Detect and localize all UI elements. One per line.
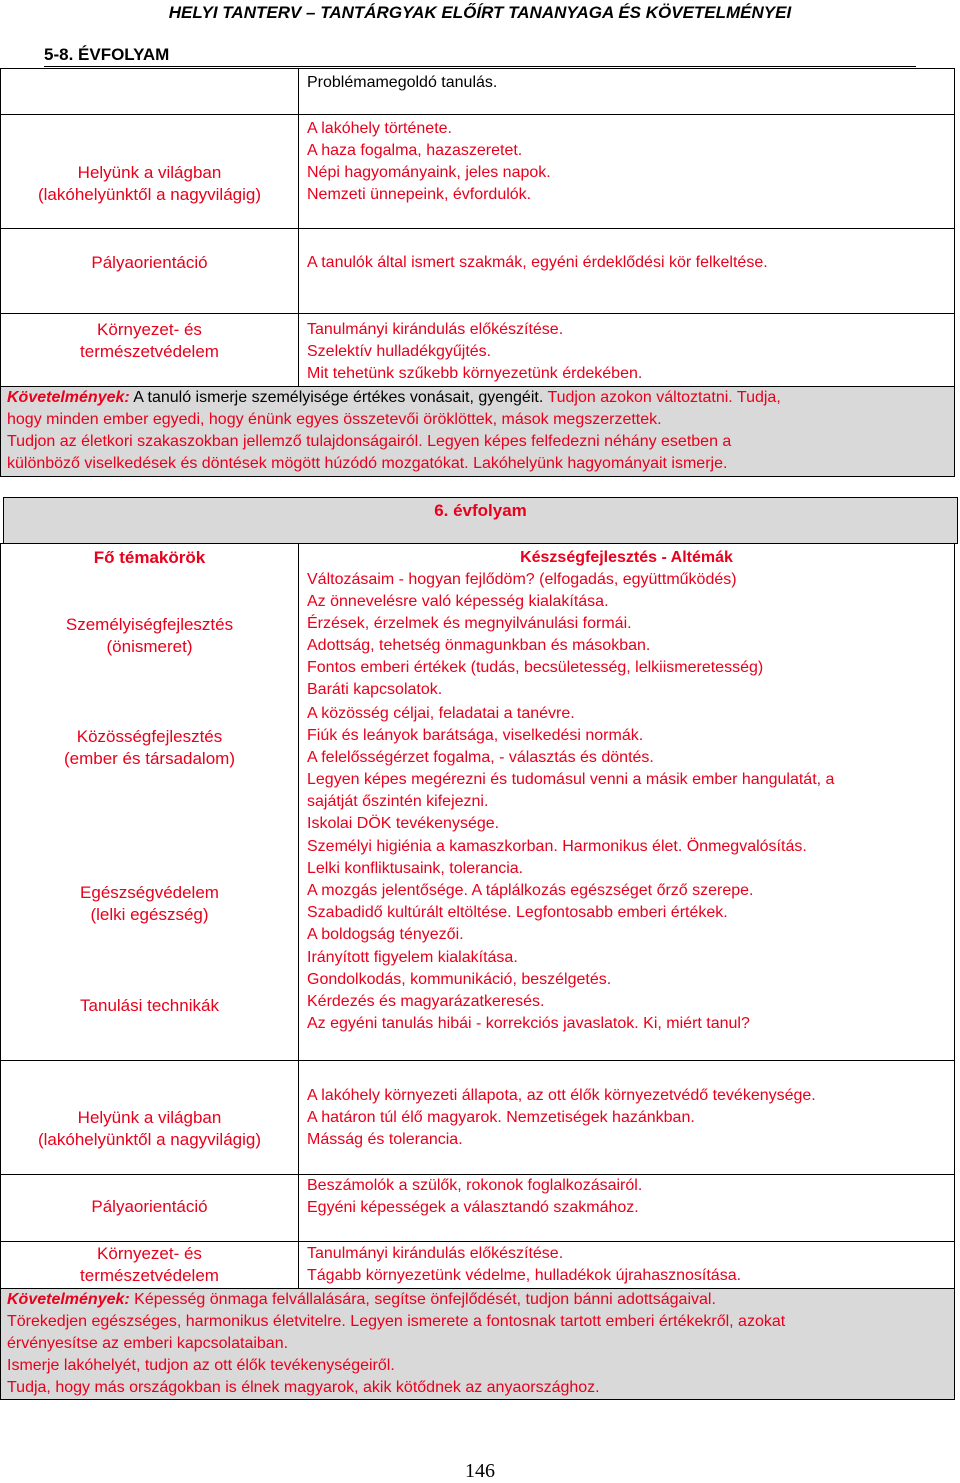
- subtopic-line: Másság és tolerancia.: [307, 1131, 463, 1148]
- topic-cell: [1, 1061, 299, 1174]
- subtopic-line: Fontos emberi értékek (tudás, becsületesség, lelkiismeretesség): [307, 659, 764, 676]
- topic-line: Környezet- és: [97, 1244, 202, 1263]
- requirements-text: Ismerje lakóhelyét, tudjon az ott élők tevékenységeiről.: [7, 1357, 395, 1374]
- subtopic-line: Az önnevelésre való képesség kialakítása.: [307, 593, 609, 610]
- table-row: [0, 114, 955, 229]
- document-header-title: HELYI TANTERV – TANTÁRGYAK ELŐÍRT TANANYAGA ÉS KÖVETELMÉNYEI: [168, 3, 792, 22]
- topic-line: Tanulási technikák: [80, 996, 219, 1015]
- topic-line: (lakóhelyünktől a nagyvilágig): [37, 185, 262, 204]
- subtopic-line: sajátját őszintén kifejezni.: [307, 793, 489, 810]
- subtopic-line: Adottság, tehetség önmagunkban és másokban.: [307, 637, 651, 654]
- table-row: [0, 1241, 955, 1289]
- subtopic-line: A haza fogalma, hazaszeretet.: [307, 142, 523, 159]
- topic-line: Helyünk a világban: [77, 1108, 222, 1127]
- subtopic-line: Fiúk és leányok barátsága, viselkedési normák.: [307, 727, 644, 744]
- topic-line: természetvédelem: [80, 342, 219, 361]
- subtopic-line: Legyen képes megérezni és tudomásul venni a másik ember hangulatát, a: [307, 771, 835, 788]
- subtopic-line: A lakóhely környezeti állapota, az ott élők környezetvédő tevékenysége.: [307, 1087, 816, 1104]
- column-header-topics: Fő témakörök: [93, 548, 206, 567]
- requirements-text: Tudjon az életkori szakaszokban jellemző tulajdonságairól. Legyen képes felfedezni néhány esetben a: [7, 433, 732, 450]
- subtopic-cell: [299, 1061, 954, 1174]
- subtopic-line: Tanulmányi kirándulás előkészítése.: [307, 1245, 564, 1262]
- requirements-text: Tudjon azokon változtatni. Tudja,: [543, 389, 781, 406]
- subtopic-cell: [299, 314, 954, 386]
- subtopic-line: Gondolkodás, kommunikáció, beszélgetés.: [307, 971, 612, 988]
- topic-block: [1, 614, 298, 658]
- subtopic-cell: [299, 69, 954, 114]
- requirements-block: [0, 1288, 955, 1400]
- topic-line: (ember és társadalom): [63, 749, 235, 768]
- topic-line: Környezet- és: [97, 320, 202, 339]
- subtopic-line: Érzések, érzelmek és megnyilvánulási formái.: [307, 615, 632, 632]
- topic-block: [1, 726, 298, 770]
- requirements-text: Tudja, hogy más országokban is élnek magyarok, akik kötődnek az anyaországhoz.: [7, 1379, 600, 1396]
- subtopic-line: A lakóhely története.: [307, 120, 452, 137]
- subtopic-line: Tágabb környezetünk védelme, hulladékok újrahasznosítása.: [307, 1267, 742, 1284]
- subtopic-line: A mozgás jelentősége. A táplálkozás egészséget őrző szerepe.: [307, 882, 754, 899]
- table-row: [0, 68, 955, 115]
- subtopic-line: Változásaim - hogyan fejlődöm? (elfogadás, együttműködés): [307, 571, 737, 588]
- topic-cell: [1, 314, 299, 386]
- grade-range-heading: 5-8. ÉVFOLYAM: [44, 45, 170, 64]
- requirements-block: [0, 386, 955, 477]
- topic-line: (lelki egészség): [90, 905, 209, 924]
- topic-line: Személyiségfejlesztés: [65, 615, 234, 634]
- requirements-text: érvényesítse az emberi kapcsolataiban.: [7, 1335, 289, 1352]
- table-row: [0, 228, 955, 314]
- table-row: [0, 1174, 955, 1242]
- page-number: 146: [465, 1460, 495, 1482]
- subtopic-line: A tanulók által ismert szakmák, egyéni érdeklődési kör felkeltése.: [307, 254, 768, 271]
- table-row: [0, 1060, 955, 1175]
- topic-block: [1, 995, 298, 1017]
- subtopic-line: Egyéni képességek a választandó szakmához.: [307, 1199, 639, 1216]
- heading-underline: [44, 66, 916, 67]
- subtopic-cell: [299, 115, 954, 228]
- table-row: [0, 543, 955, 1061]
- grade-6-heading: [3, 497, 958, 544]
- topic-column: [1, 544, 299, 1060]
- subtopic-line: Kérdezés és magyarázatkeresés.: [307, 993, 545, 1010]
- subtopic-line: Baráti kapcsolatok.: [307, 681, 443, 698]
- subtopic-line: A boldogság tényezői.: [307, 926, 464, 943]
- subtopic-column: [299, 544, 954, 1060]
- requirements-label: Követelmények:: [7, 389, 130, 406]
- topic-cell: [1, 229, 299, 313]
- table-row: [0, 313, 955, 387]
- subtopic-line: A határon túl élő magyarok. Nemzetiségek hazánkban.: [307, 1109, 695, 1126]
- topic-line: (lakóhelyünktől a nagyvilágig): [37, 1130, 262, 1149]
- requirements-text: Törekedjen egészséges, harmonikus életvitelre. Legyen ismerete a fontosnak tartott emberi értékekről, azokat: [7, 1313, 786, 1330]
- requirements-text: Képesség önmaga felvállalására, segítse önfejlődését, tudjon bánni adottságaival.: [129, 1291, 716, 1308]
- topic-line: Egészségvédelem: [80, 883, 219, 902]
- subtopic-cell: [299, 1175, 954, 1241]
- subtopic-line: Beszámolók a szülők, rokonok foglalkozásairól.: [307, 1177, 643, 1194]
- subtopic-line: Problémamegoldó tanulás.: [307, 74, 498, 91]
- requirements-text: különböző viselkedések és döntések mögött húzódó mozgatókat. Lakóhelyünk hagyományait ismerje.: [7, 455, 728, 472]
- requirements-text: hogy minden ember egyedi, hogy énünk egyes összetevői öröklöttek, mások megszerzettek.: [7, 411, 662, 428]
- subtopic-line: Iskolai DÖK tevékenysége.: [307, 815, 500, 832]
- grade-6-label: 6. évfolyam: [434, 501, 527, 520]
- subtopic-line: Az egyéni tanulás hibái - korrekciós javaslatok. Ki, miért tanul?: [307, 1015, 750, 1032]
- topic-line: természetvédelem: [80, 1266, 219, 1285]
- topic-cell: [1, 1242, 299, 1288]
- column-header-subtopics: Készségfejlesztés - Altémák: [520, 549, 733, 566]
- subtopic-line: Irányított figyelem kialakítása.: [307, 949, 518, 966]
- subtopic-line: Szabadidő kultúrált eltöltése. Legfontosabb emberi értékek.: [307, 904, 728, 921]
- topic-line: Közösségfejlesztés: [76, 727, 223, 746]
- subtopic-line: Személyi higiénia a kamaszkorban. Harmonikus élet. Önmegvalósítás.: [307, 838, 807, 855]
- topic-line: Pályaorientáció: [91, 1197, 208, 1216]
- subtopic-line: Tanulmányi kirándulás előkészítése.: [307, 321, 564, 338]
- subtopic-line: Nemzeti ünnepeink, évfordulók.: [307, 186, 532, 203]
- subtopic-line: A közösség céljai, feladatai a tanévre.: [307, 705, 575, 722]
- topic-cell: [1, 115, 299, 228]
- requirements-label: Követelmények:: [7, 1291, 130, 1308]
- subtopic-cell: [299, 229, 954, 313]
- subtopic-line: Népi hagyományaink, jeles napok.: [307, 164, 551, 181]
- topic-line: (önismeret): [106, 637, 193, 656]
- subtopic-line: Lelki konfliktusaink, tolerancia.: [307, 860, 524, 877]
- topic-cell: [1, 69, 299, 114]
- subtopic-cell: [299, 1242, 954, 1288]
- topic-line: Pályaorientáció: [91, 253, 208, 272]
- requirements-text: A tanuló ismerje személyisége értékes vonásait, gyengéit.: [129, 389, 544, 406]
- topic-block: [1, 882, 298, 926]
- topic-cell: [1, 1175, 299, 1241]
- topic-line: Helyünk a világban: [77, 163, 222, 182]
- subtopic-line: Szelektív hulladékgyűjtés.: [307, 343, 492, 360]
- subtopic-line: A felelősségérzet fogalma, - választás és döntés.: [307, 749, 654, 766]
- subtopic-line: Mit tehetünk szűkebb környezetünk érdekében.: [307, 365, 643, 382]
